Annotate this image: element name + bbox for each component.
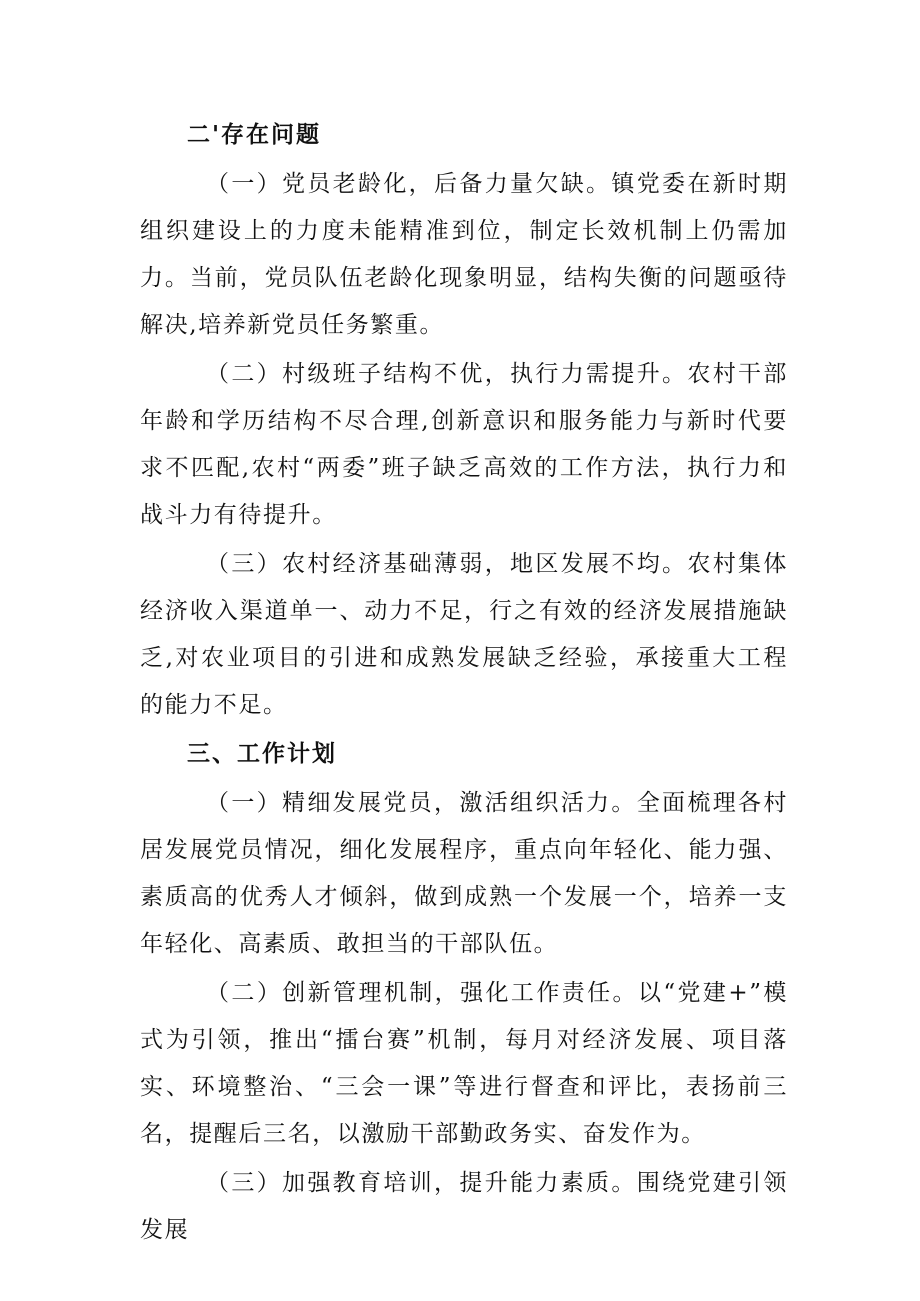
plan-paragraph-2: （二）创新管理机制，强化工作责任。以“党建+”模式为引领，推出“擂台赛”机制，每月对经济发展、项目落实、环境整治、“三会一课”等进行督查和评比，表扬前三名，提醒后三名，以激励干部勤政务实、奋发作为。 bbox=[140, 980, 788, 1147]
problem-paragraph-3: （三）农村经济基础薄弱，地区发展不均。农村集体经济收入渠道单一、动力不足，行之有效的经济发展措施缺乏,对农业项目的引进和成熟发展缺乏经验，承接重大工程的能力不足。 bbox=[140, 551, 788, 718]
problem-paragraph-2: （二）村级班子结构不优，执行力需提升。农村干部年龄和学历结构不尽合理,创新意识和服务能力与新时代要求不匹配,农村“两委”班子缺乏高效的工作方法，执行力和战斗力有待提升。 bbox=[140, 361, 788, 528]
section-heading-plan: 三、工作计划 bbox=[187, 741, 337, 767]
plan-paragraph-1: （一）精细发展党员，激活组织活力。全面梳理各村居发展党员情况，细化发展程序，重点向年轻化、能力强、素质高的优秀人才倾斜，做到成熟一个发展一个，培养一支年轻化、高素质、敢担当的干部队伍。 bbox=[140, 790, 788, 957]
plan-paragraph-3: （三）加强教育培训，提升能力素质。围绕党建引领发展 bbox=[140, 1170, 788, 1243]
document-body bbox=[140, 112, 788, 1256]
problem-paragraph-1: （一）党员老龄化，后备力量欠缺。镇党委在新时期组织建设上的力度未能精准到位，制定长效机制上仍需加力。当前，党员队伍老龄化现象明显，结构失衡的问题亟待解决,培养新党员任务繁重。 bbox=[140, 171, 788, 338]
section-heading-problems: 二'存在问题 bbox=[187, 122, 322, 148]
